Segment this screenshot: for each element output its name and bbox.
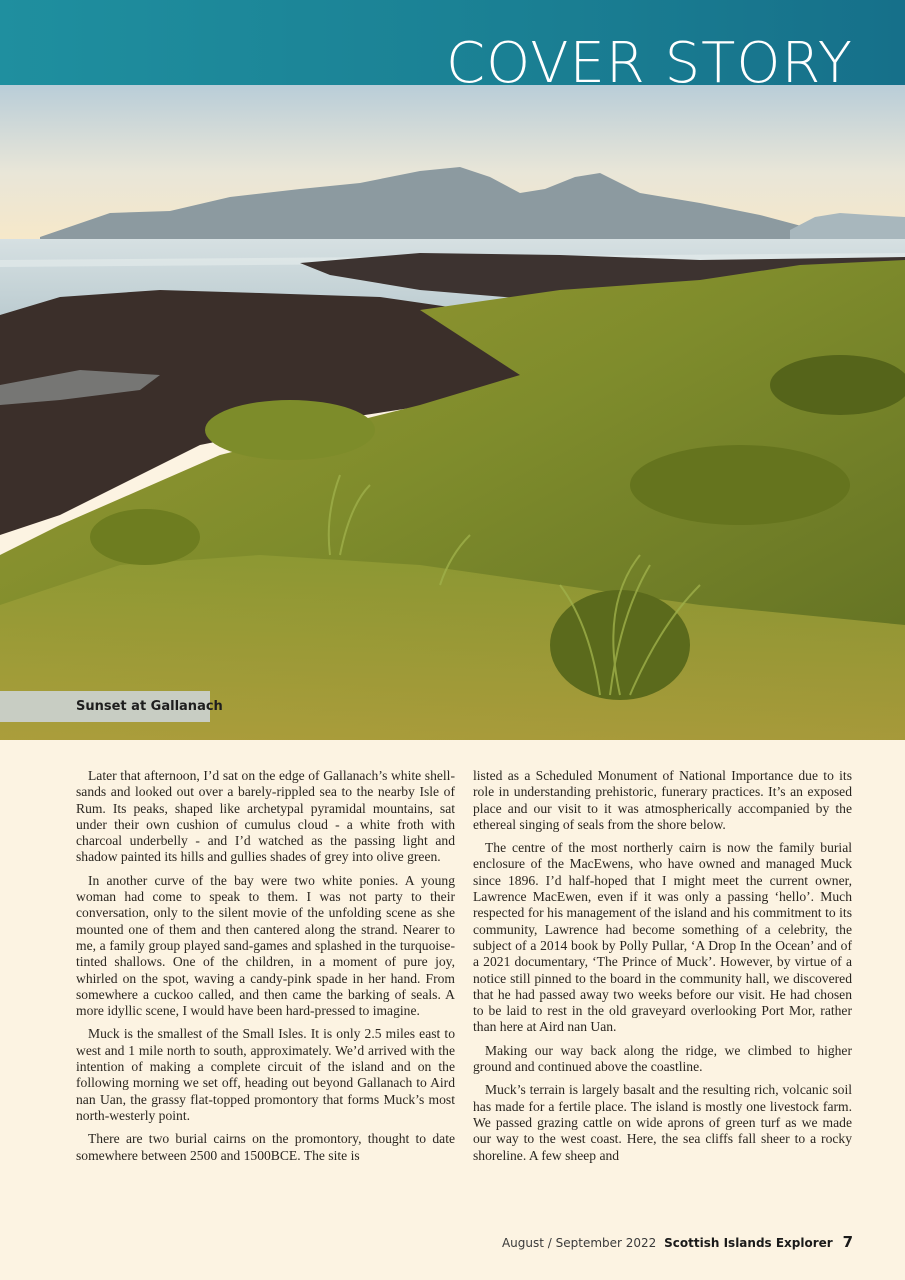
page-footer (502, 1234, 853, 1251)
article-column-left (76, 768, 455, 1171)
issue-date: August / September 2022 (501, 1236, 657, 1250)
article-paragraph: Making our way back along the ridge, we climbed to higher ground and continued above the coastline. (473, 1042, 852, 1075)
article-paragraph: There are two burial cairns on the promontory, thought to date somewhere between 2500 and 1500BCE. The site is (76, 1131, 455, 1163)
magazine-name: Scottish Islands Explorer (664, 1236, 833, 1250)
article-paragraph: Later that afternoon, I’d sat on the edge of Gallanach’s white shell-sands and looked out over a barely-rippled sea to the nearby Isle of Rum. Its peaks, shaped like archetypal pyramidal mountains, sat under their own cushion of cumulus cloud - a white froth with charcoal underbelly - and I’d watched as the passing light and shadow painted its hills and gullies shades of grey into olive green. (76, 768, 455, 865)
section-title: COVER STORY (446, 31, 853, 96)
cover-photo (0, 85, 905, 740)
photo-caption: Sunset at Gallanach (0, 691, 210, 722)
article-paragraph: Muck’s terrain is largely basalt and the resulting rich, volcanic soil has made for a fertile place. The island is mostly one livestock farm. We passed grazing cattle on wide aprons of green turf as we made our way to the west coast. Here, the sea cliffs fall sheer to a rocky shoreline. A few sheep and (473, 1082, 852, 1163)
article-paragraph: Muck is the smallest of the Small Isles. It is only 2.5 miles east to west and 1 mile north to south, approximately. We’d arrived with the intention of making a complete circuit of the island and on the following morning we set off, heading out beyond Gallanach to Aird nan Uan, the grassy flat-topped promontory that forms Muck’s most north-westerly point. (76, 1026, 455, 1123)
article-paragraph-continued: listed as a Scheduled Monument of National Importance due to its role in understanding prehistoric, funerary practices. It’s an exposed place and our visit to it was atmospherically accompanied by the ethereal singing of seals from the shore below. (473, 768, 852, 832)
article-paragraph: In another curve of the bay were two white ponies. A young woman had come to speak to them. I was not party to their conversation, only to the silent movie of the unfolding scene as she mounted one of them and then cantered along the strand. Nearer to me, a family group played sand-games and splashed in the turquoise-tinted shallows. One of the children, in a moment of pure joy, whirled on the spot, waving a candy-pink spade in her hand. From somewhere a cuckoo called, and then came the barking of seals. A more idyllic scene, I would have been hard-pressed to imagine. (76, 872, 455, 1019)
page-number: 7 (842, 1233, 853, 1251)
article-column-right (473, 768, 852, 1171)
article-paragraph: The centre of the most northerly cairn is now the family burial enclosure of the MacEwens, who have owned and managed Muck since 1896. I’d half-hoped that I might meet the current owner, Lawrence MacEwen, even if it was only a passing ‘hello’. Much respected for his management of the island and his commitment to its community, Lawrence had become something of a celebrity, the subject of a 2014 book by Polly Pullar, ‘A Drop In the Ocean’ and of a 2021 documentary, ‘The Prince of Muck’. However, by virtue of a notice still pinned to the board in the community hall, we discovered that he had passed away two weeks before our visit. He had chosen to be laid to rest in the old graveyard overlooking Port Mor, rather than here at Aird nan Uan. (473, 840, 852, 1035)
